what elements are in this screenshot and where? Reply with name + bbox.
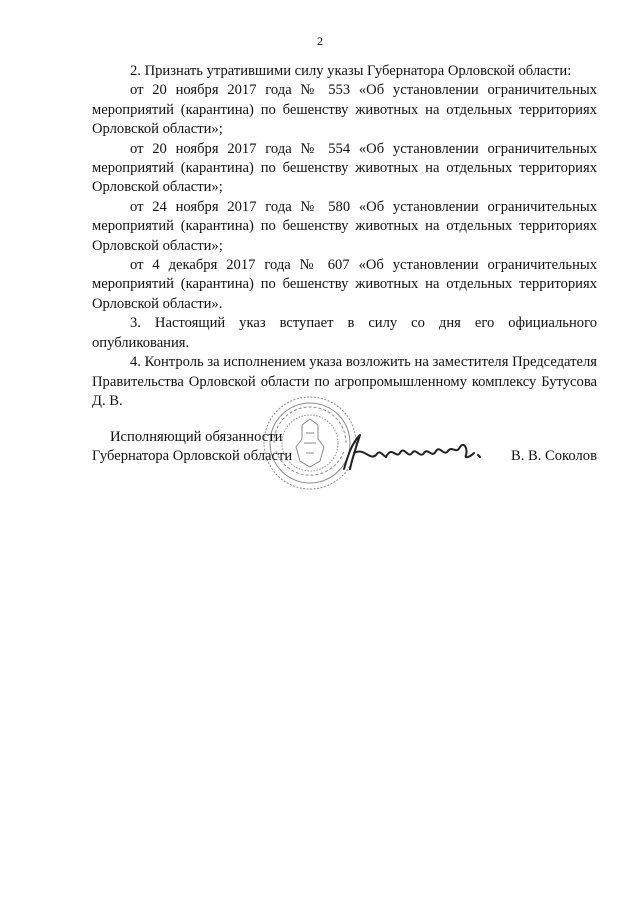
paragraph-control: 4. Контроль за исполнением указа возложить на заместителя Председателя Правительства Орловской области по агропромышленному комплексу Бутусова Д. В. [92,354,597,409]
paragraph-decree-554: от 20 ноября 2017 года № 554 «Об установлении ограничительных мероприятий (карантина) по бешенству животных на отдельных территориях Орловской области»; [92,140,597,196]
signatory-name: В. В. Соколов [510,448,597,464]
handwritten-signature [338,425,488,475]
document-body [92,62,597,411]
signatory-position [92,428,292,467]
page-number: 2 [317,34,323,48]
signatory-position-line2: Губернатора Орловской области [92,448,293,465]
paragraph-repeal-decrees: 2. Признать утратившими силу указы Губернатора Орловской области: [130,63,572,79]
paragraph-decree-607: от 4 декабря 2017 года № 607 «Об установлении ограничительных мероприятий (карантина) по бешенству животных на отдельных территориях Орловской области». [92,257,597,312]
paragraph-entry-into-force: 3. Настоящий указ вступает в силу со дня его официального опубликования. [92,315,597,351]
paragraph-decree-553: от 20 ноября 2017 года № 553 «Об установлении ограничительных мероприятий (карантина) по бешенству животных на отдельных территориях Орловской области»; [92,82,597,138]
signature-block [0,395,640,495]
signatory-position-line1: Исполняющий обязанности [110,429,283,445]
paragraph-decree-580: от 24 ноября 2017 года № 580 «Об установлении ограничительных мероприятий (карантина) по бешенству животных на отдельных территориях Орловской области»; [92,198,597,254]
